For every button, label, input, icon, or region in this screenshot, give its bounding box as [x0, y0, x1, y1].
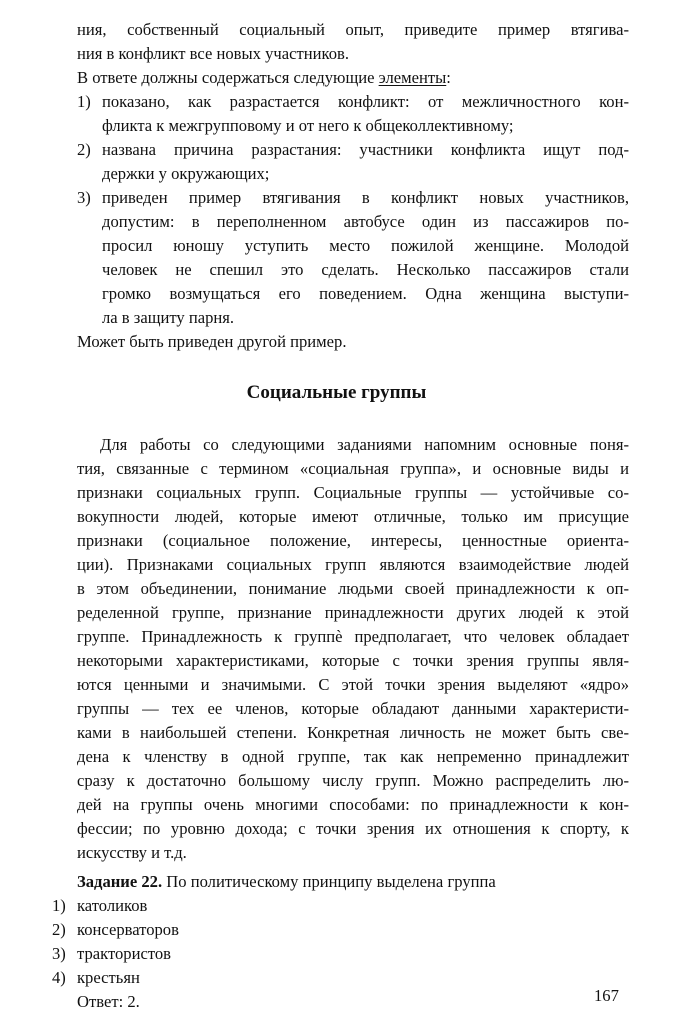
paragraph-line: вокупности людей, которые имеют отличные, только им присущие [77, 507, 629, 526]
paragraph-line: сразу к достаточно большому числу групп. Можно распределить лю- [77, 771, 629, 790]
paragraph-line: Для работы со следующими заданиями напомним основные поня- [100, 435, 629, 454]
list-item-line: допустим: в переполненном автобусе один из пассажиров по- [102, 212, 629, 231]
task-question: Задание 22. По политическому принципу выделена группа [77, 872, 496, 891]
list-number: 3) [77, 188, 91, 207]
list-item-line: названа причина разрастания: участники конфликта ищут под- [102, 140, 629, 159]
option-number: 3) [52, 944, 66, 963]
paragraph-line: в этом объединении, понимание людьми своей принадлежности к оп- [77, 579, 629, 598]
list-number: 1) [77, 92, 91, 111]
paragraph-line: признаки социальных групп. Социальные группы — устойчивые со- [77, 483, 629, 502]
answer-elements-intro: В ответе должны содержаться следующие элементы: [77, 68, 451, 87]
option-number: 4) [52, 968, 66, 987]
text-line: ния в конфликт все новых участников. [77, 44, 349, 63]
underlined-word: элементы [378, 68, 447, 87]
task-answer: Ответ: 2. [77, 992, 140, 1011]
list-number: 2) [77, 140, 91, 159]
paragraph-line: фессии; по уровню дохода; с точки зрения их отношения к спорту, к [77, 819, 629, 838]
list-item-line: просил юношу уступить место пожилой женщине. Молодой [102, 236, 629, 255]
list-item-line: человек не спешил это сделать. Несколько пассажиров стали [102, 260, 629, 279]
paragraph-line: группе. Принадлежность к группѐ предполагает, что человек обладает [77, 627, 629, 646]
task-label: Задание 22. [77, 872, 163, 891]
option-text: трактористов [77, 944, 171, 963]
paragraph-line: некоторыми характеристиками, которые с точки зрения группы явля- [77, 651, 629, 670]
text-line: ния, собственный социальный опыт, приведите пример втягива- [77, 20, 629, 39]
closing-line: Может быть приведен другой пример. [77, 332, 347, 351]
option-text: крестьян [77, 968, 140, 987]
paragraph-line: ции). Признаками социальных групп являются взаимодействие людей [77, 555, 629, 574]
option-text: католиков [77, 896, 148, 915]
paragraph-line: искусству и т.д. [77, 843, 187, 862]
list-item-line: ла в защиту парня. [102, 308, 235, 327]
list-item-line: фликта к межгрупповому и от него к общеколлективному; [102, 116, 514, 135]
paragraph-line: группы — тех ее членов, которые обладают данными характеристи- [77, 699, 629, 718]
paragraph-line: тия, связанные с термином «социальная группа», и основные виды и [77, 459, 629, 478]
paragraph-line: ются ценными и значимыми. С этой точки зрения выделяют «ядро» [77, 675, 629, 694]
paragraph-line: дена к членству в одной группе, так как непременно принадлежит [77, 747, 629, 766]
page-number: 167 [594, 986, 619, 1005]
list-item-line: громко возмущаться его поведением. Одна женщина выступи- [102, 284, 629, 303]
option-number: 1) [52, 896, 66, 915]
option-number: 2) [52, 920, 66, 939]
section-title: Социальные группы [246, 382, 427, 403]
paragraph-line: признаки (социальное положение, интересы, ценностные ориента- [77, 531, 629, 550]
option-text: консерваторов [77, 920, 179, 939]
list-item-line: держки у окружающих; [102, 164, 270, 183]
paragraph-line: ределенной группе, признание принадлежности других людей к этой [77, 603, 629, 622]
paragraph-line: ками в наибольшей степени. Конкретная личность не может быть све- [77, 723, 629, 742]
list-item-line: приведен пример втягивания в конфликт новых участников, [102, 188, 629, 207]
paragraph-line: дей на группы очень многими способами: по принадлежности к кон- [77, 795, 629, 814]
list-item-line: показано, как разрастается конфликт: от межличностного кон- [102, 92, 629, 111]
